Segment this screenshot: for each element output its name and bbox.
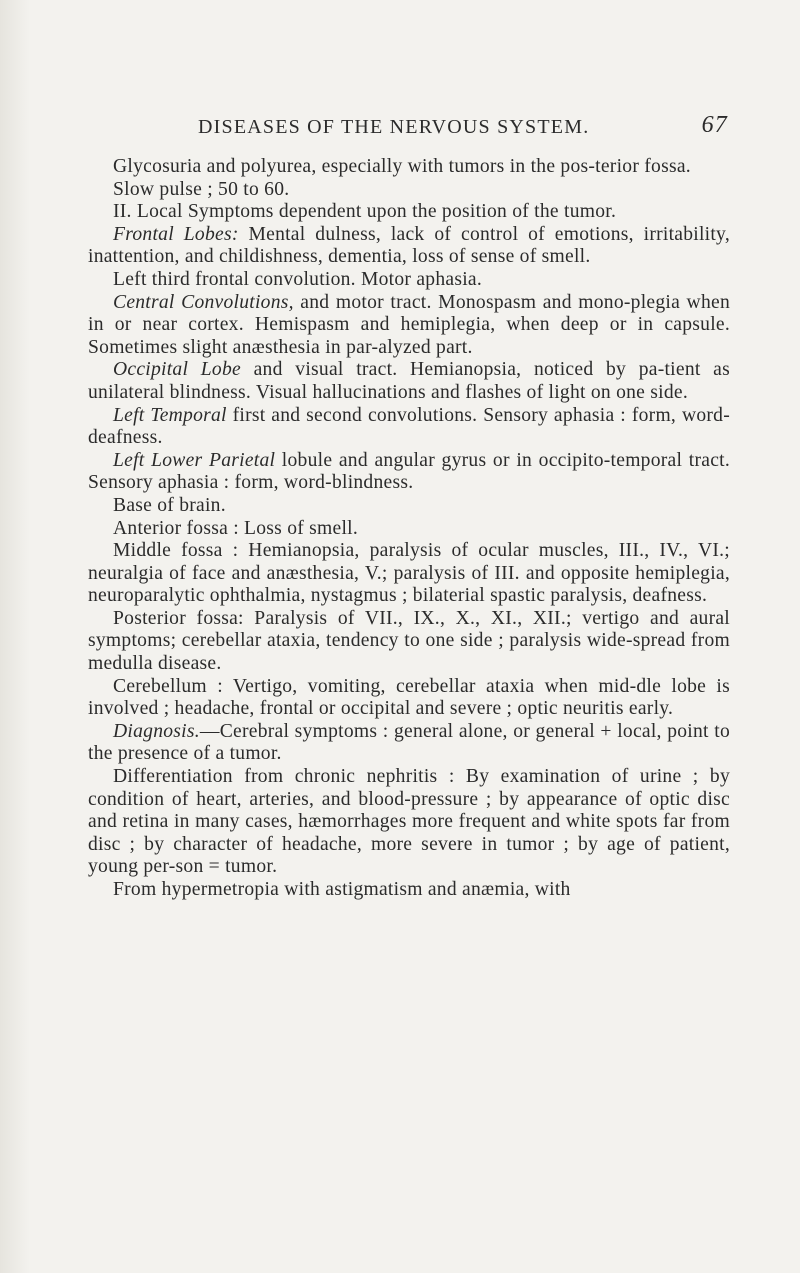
paragraph-left-lower-parietal: Left Lower Parietal lobule and angular gyrus or in occipito-temporal tract. Sensory aphasia : form, word-blindness.	[88, 449, 730, 494]
italic-lead: Diagnosis.	[113, 720, 200, 742]
paragraph-slow-pulse: Slow pulse ; 50 to 60.	[113, 178, 290, 200]
paragraph-anterior-fossa: Anterior fossa : Loss of smell.	[113, 517, 359, 539]
italic-lead: Frontal Lobes:	[113, 223, 239, 245]
page-number: 67	[701, 112, 728, 138]
paragraph-differentiation: Differentiation from chronic nephritis : By examination of urine ; by condition of heart, arteries, and blood-pressure ; by appearance of optic disc and retina in many cases, hæmorrhages more frequent and white spots far from disc ; by character of headache, more severe in tumor ; by age of patient, young per-son = tumor.	[88, 766, 730, 878]
paragraph-central-convolutions: Central Convolutions, and motor tract. Monospasm and mono-plegia when in or near cortex. Hemispasm and hemiplegia, when deep or in capsule. Sometimes slight anæsthesia in par-alyzed part.	[88, 291, 730, 358]
page-header	[88, 112, 728, 142]
paragraph-local-symptoms: II. Local Symptoms dependent upon the position of the tumor.	[113, 201, 617, 223]
paragraph-cerebellum: Cerebellum : Vertigo, vomiting, cerebellar ataxia when mid-dle lobe is involved ; headache, frontal or occipital and severe ; optic neuritis early.	[88, 675, 730, 720]
paragraph-glycosuria: Glycosuria and polyurea, especially with tumors in the pos-terior fossa.	[113, 156, 691, 177]
body-text	[88, 156, 730, 902]
italic-lead: Left Lower Parietal	[113, 449, 276, 471]
running-title: DISEASES OF THE NERVOUS SYSTEM.	[198, 116, 590, 138]
page-edge-shadow	[0, 0, 30, 1273]
paragraph-left-temporal: Left Temporal first and second convolutions. Sensory aphasia : form, word-deafness.	[88, 404, 730, 449]
paragraph-hypermetropia: From hypermetropia with astigmatism and anæmia, with	[113, 879, 571, 900]
italic-lead: Central Convolutions,	[113, 291, 294, 313]
paragraph-diagnosis: Diagnosis.—Cerebral symptoms : general alone, or general + local, point to the presence of a tumor.	[88, 720, 730, 765]
paragraph-middle-fossa: Middle fossa : Hemianopsia, paralysis of ocular muscles, III., IV., VI.; neuralgia of face and anæsthesia, V.; paralysis of III. and opposite hemiplegia, neuroparalytic ophthalmia, nystagmus ; bilaterial spastic paralysis, deafness.	[88, 540, 730, 607]
italic-lead: Occipital Lobe	[113, 359, 241, 381]
paragraph-posterior-fossa: Posterior fossa: Paralysis of VII., IX., X., XI., XII.; vertigo and aural symptoms; cerebellar ataxia, tendency to one side ; paralysis wide-spread from medulla disease.	[88, 607, 730, 675]
paragraph-occipital-lobe: Occipital Lobe and visual tract. Hemianopsia, noticed by pa-tient as unilateral blindness. Visual hallucinations and flashes of light on one side.	[88, 359, 731, 403]
paragraph-left-third-frontal: Left third frontal convolution. Motor aphasia.	[113, 268, 482, 290]
paragraph-base-of-brain: Base of brain.	[113, 494, 226, 516]
italic-lead: Left Temporal	[113, 404, 227, 426]
paragraph-frontal-lobes: Frontal Lobes: Mental dulness, lack of control of emotions, irritability, inattention, and childishness, dementia, loss of sense of smell.	[88, 223, 730, 268]
